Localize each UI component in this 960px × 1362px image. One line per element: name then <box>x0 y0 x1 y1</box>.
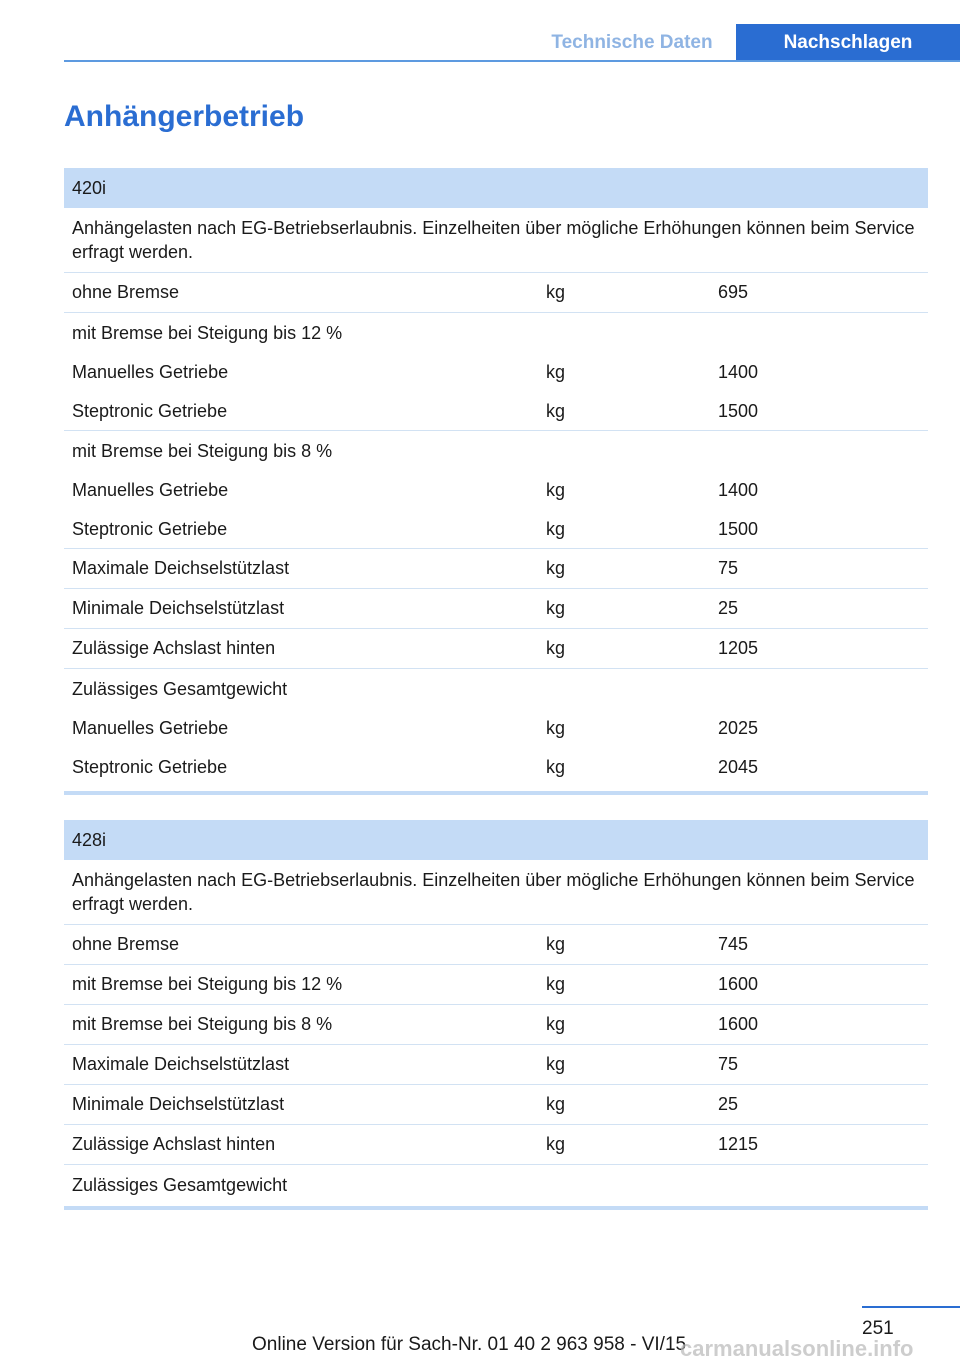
spec-table-420i <box>64 168 928 795</box>
table-row <box>64 1005 928 1045</box>
table-row <box>64 510 928 549</box>
table-row <box>64 392 928 431</box>
header-tabs <box>528 24 960 62</box>
row-unit: kg <box>546 1134 566 1154</box>
row-label: Maximale Deichselstützlast <box>72 1054 290 1074</box>
row-label: Steptronic Getriebe <box>72 400 228 421</box>
row-value: 75 <box>718 1054 739 1074</box>
row-value: 1400 <box>718 480 759 500</box>
table-bottom-rule <box>64 1206 928 1210</box>
table-row <box>64 273 928 313</box>
table-bottom-rule <box>64 791 928 795</box>
table-note: Anhängelasten nach EG-Betriebserlaubnis. Einzelheiten über mögliche Erhöhungen können beim Service erfragt werden. <box>64 208 928 273</box>
row-value: 1500 <box>718 400 759 421</box>
row-label: Maximale Deichselstützlast <box>72 558 290 578</box>
row-unit: kg <box>546 400 566 421</box>
row-value: 745 <box>718 934 749 954</box>
tab-technische-daten[interactable]: Technische Daten <box>551 32 713 53</box>
table-row <box>64 925 928 965</box>
row-unit: kg <box>546 480 566 500</box>
row-label: mit Bremse bei Steigung bis 12 % <box>72 322 343 343</box>
table-row <box>64 1045 928 1085</box>
row-unit: kg <box>546 1014 566 1034</box>
table-title: 420i <box>64 168 928 208</box>
row-unit: kg <box>546 1094 566 1114</box>
table-note: Anhängelasten nach EG-Betriebserlaubnis. Einzelheiten über mögliche Erhöhungen können beim Service erfragt werden. <box>64 860 928 925</box>
row-label: mit Bremse bei Steigung bis 12 % <box>72 974 343 994</box>
page-number: 251 <box>862 1318 894 1339</box>
table-row <box>64 965 928 1005</box>
table-row <box>64 709 928 748</box>
row-value: 75 <box>718 558 739 578</box>
row-label: Minimale Deichselstützlast <box>72 598 285 618</box>
row-unit: kg <box>546 757 566 777</box>
header-divider <box>64 60 960 62</box>
tab-nachschlagen[interactable]: Nachschlagen <box>736 24 960 62</box>
table-title: 428i <box>64 820 928 860</box>
row-label: Minimale Deichselstützlast <box>72 1094 285 1114</box>
row-unit: kg <box>546 558 566 578</box>
row-label: Manuelles Getriebe <box>72 480 229 500</box>
row-value: 1600 <box>718 974 759 994</box>
page-title: Anhängerbetrieb <box>64 100 305 133</box>
row-value: 1205 <box>718 638 759 658</box>
row-value: 695 <box>718 282 749 302</box>
row-label: ohne Bremse <box>72 282 180 302</box>
row-label: mit Bremse bei Steigung bis 8 % <box>72 1014 333 1034</box>
row-value: 1400 <box>718 362 759 382</box>
row-label: ohne Bremse <box>72 934 180 954</box>
row-unit: kg <box>546 718 566 738</box>
table-row <box>64 589 928 629</box>
spec-table-428i <box>64 820 928 1210</box>
row-unit: kg <box>546 1054 566 1074</box>
row-value: 25 <box>718 598 739 618</box>
row-label: Zulässige Achslast hinten <box>72 638 276 658</box>
row-unit: kg <box>546 974 566 994</box>
table-row <box>64 629 928 669</box>
table-row <box>64 1165 928 1205</box>
row-label: Zulässiges Gesamtgewicht <box>72 678 288 699</box>
table-row <box>64 549 928 589</box>
row-unit: kg <box>546 934 566 954</box>
table-row <box>64 669 928 709</box>
table-row <box>64 313 928 353</box>
row-label: Steptronic Getriebe <box>72 757 228 777</box>
footer-divider <box>862 1306 960 1308</box>
row-unit: kg <box>546 362 566 382</box>
row-value: 1600 <box>718 1014 759 1034</box>
row-label: Steptronic Getriebe <box>72 518 228 539</box>
table-row <box>64 1125 928 1165</box>
table-row <box>64 353 928 392</box>
row-value: 1500 <box>718 518 759 539</box>
row-unit: kg <box>546 282 566 302</box>
row-unit: kg <box>546 638 566 658</box>
row-value: 2025 <box>718 718 759 738</box>
row-label: Manuelles Getriebe <box>72 718 229 738</box>
row-value: 25 <box>718 1094 739 1114</box>
row-label: Zulässiges Gesamtgewicht <box>72 1174 288 1195</box>
row-value: 2045 <box>718 757 759 777</box>
row-label: Manuelles Getriebe <box>72 362 229 382</box>
table-row <box>64 431 928 471</box>
watermark: carmanualsonline.info <box>680 1336 914 1361</box>
row-value: 1215 <box>718 1134 759 1154</box>
row-label: Zulässige Achslast hinten <box>72 1134 276 1154</box>
row-unit: kg <box>546 598 566 618</box>
table-row <box>64 471 928 510</box>
row-unit: kg <box>546 518 566 539</box>
table-row <box>64 748 928 787</box>
footer-text: Online Version für Sach-Nr. 01 40 2 963 958 - VI/15 <box>252 1334 687 1355</box>
row-label: mit Bremse bei Steigung bis 8 % <box>72 440 333 461</box>
table-row <box>64 1085 928 1125</box>
